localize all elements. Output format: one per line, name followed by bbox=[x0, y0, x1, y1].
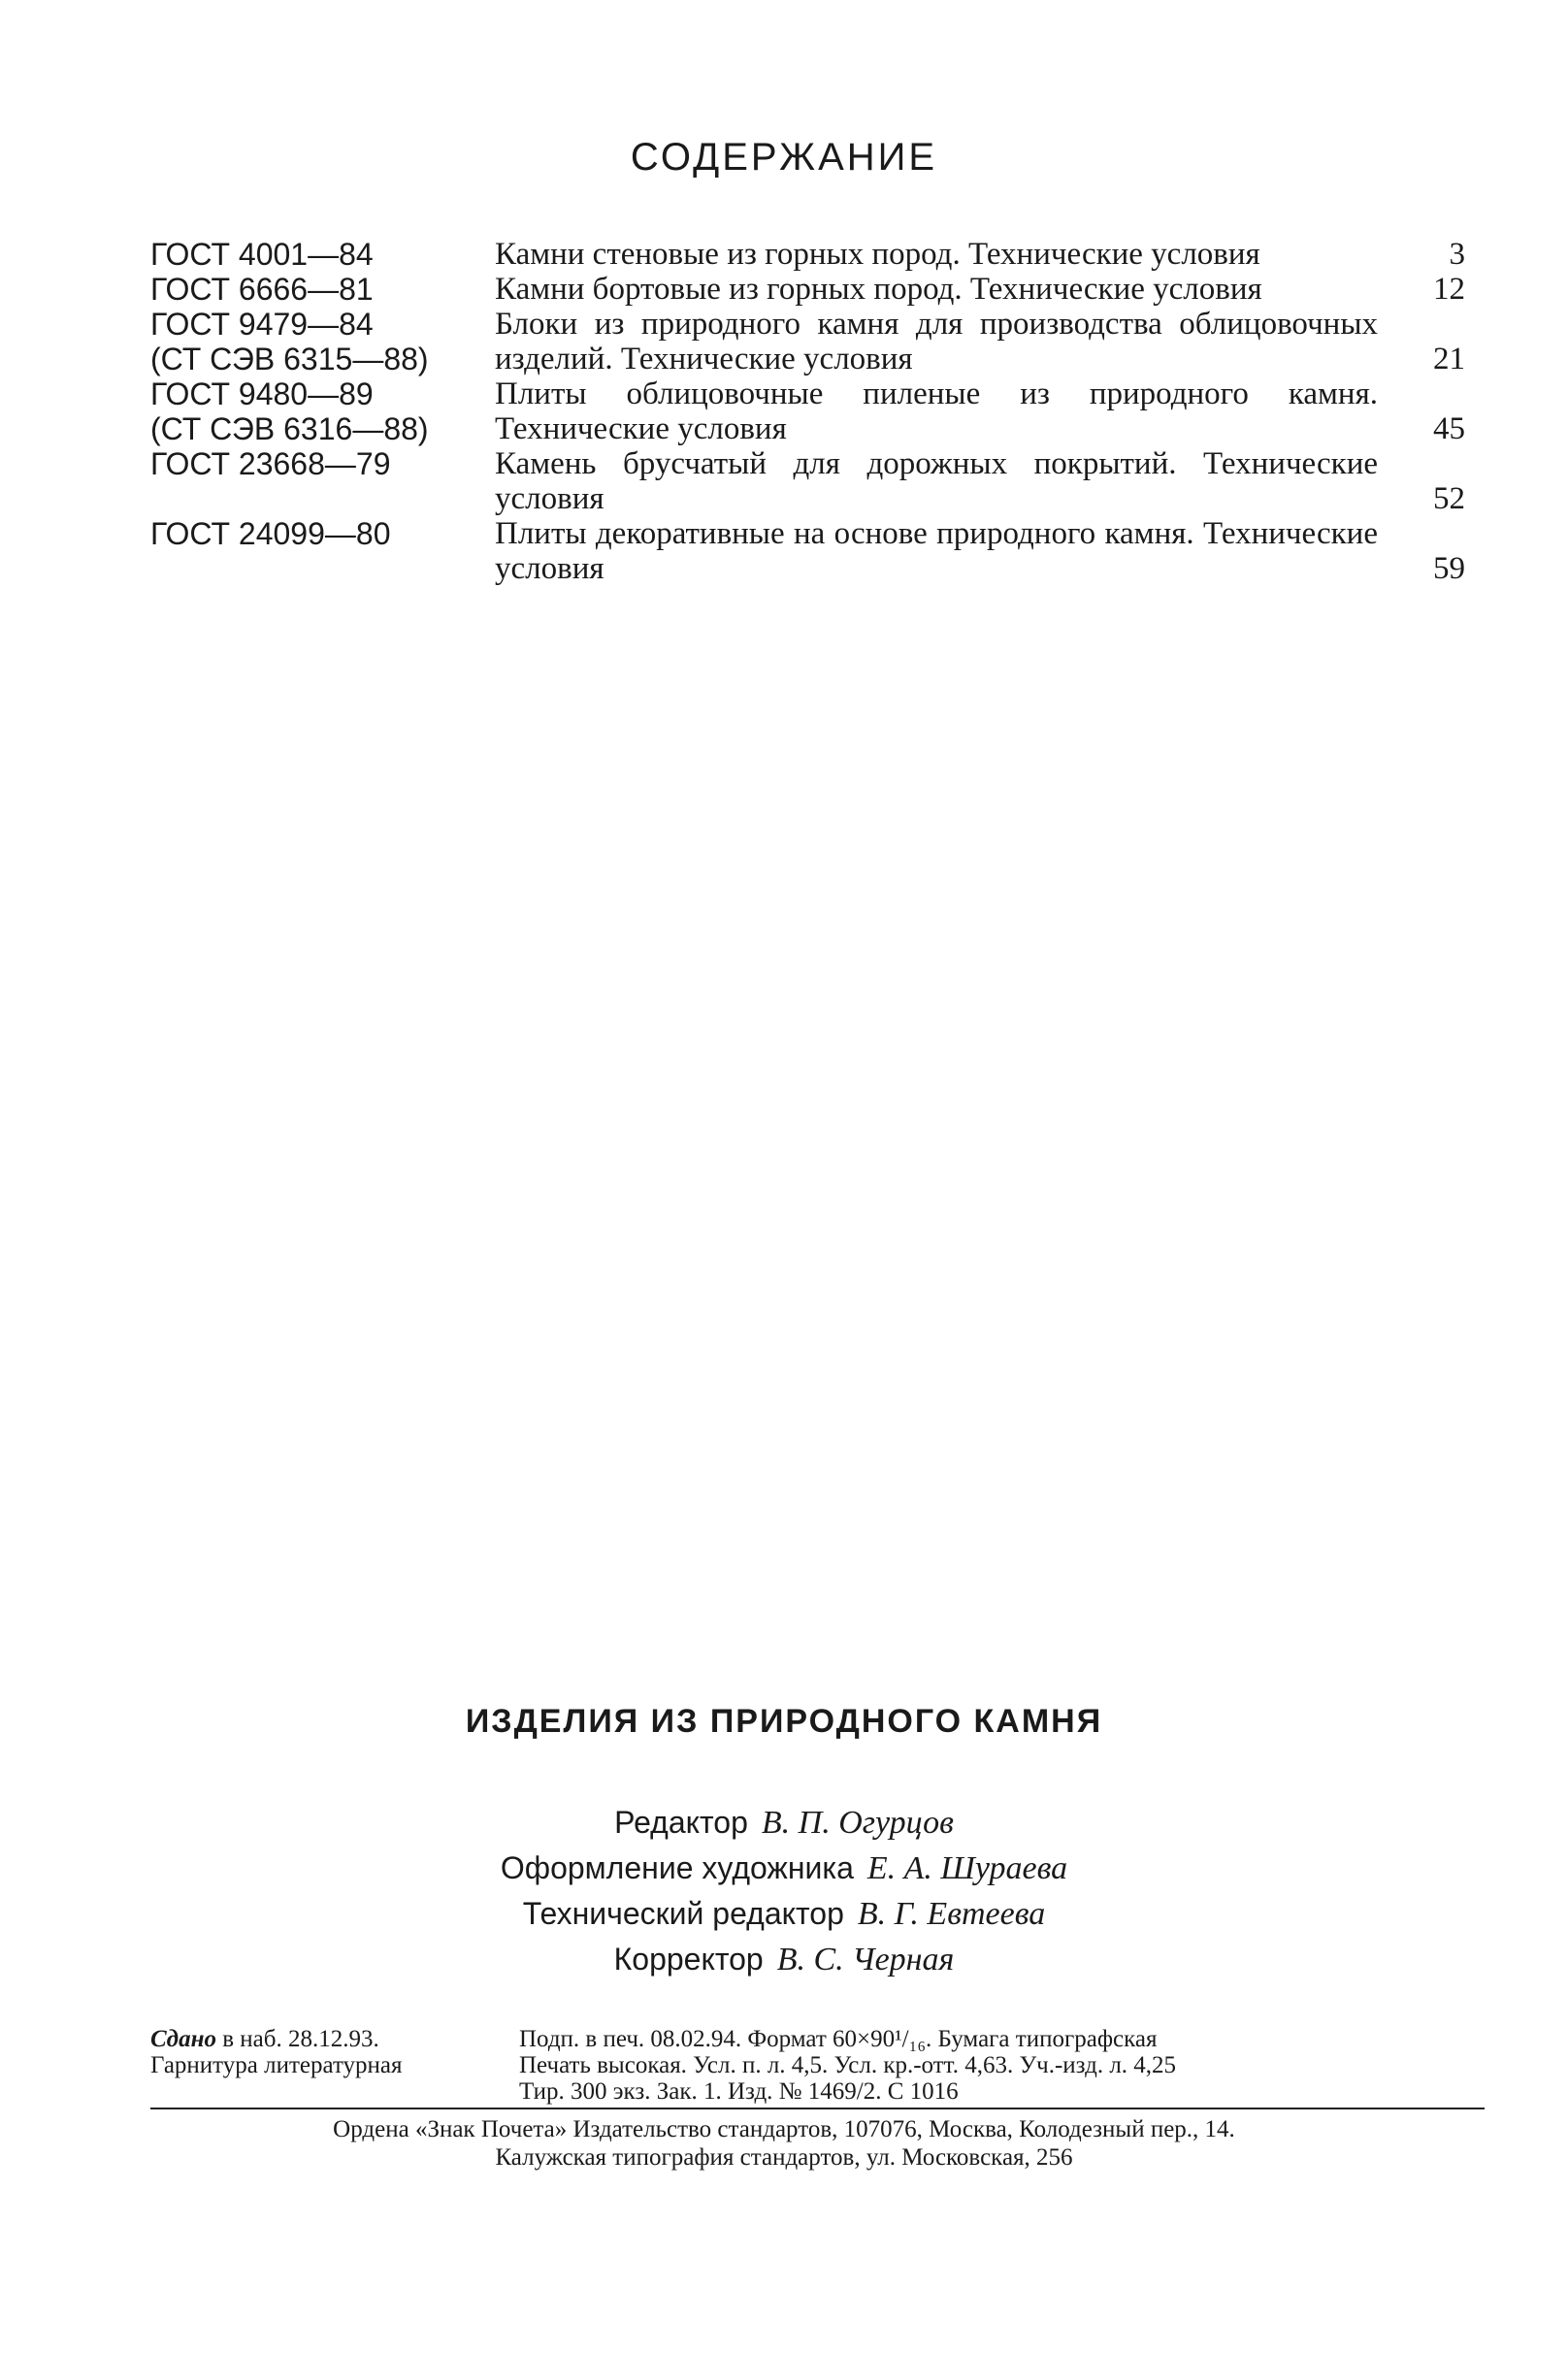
credit-person: В. Г. Евтеева bbox=[857, 1896, 1046, 1932]
standard-code-line: (СТ СЭВ 6315—88) bbox=[150, 342, 429, 376]
imprint-details: Тир. 300 экз. Зак. 1. Изд. № 1469/2. С 1016 bbox=[519, 2078, 959, 2105]
toc-row bbox=[150, 272, 1465, 307]
standard-code bbox=[150, 272, 495, 307]
printer-line: Калужская типография стандартов, ул. Московская, 256 bbox=[495, 2144, 1073, 2171]
table-of-contents bbox=[150, 237, 1465, 586]
credit-role: Технический редактор bbox=[522, 1896, 844, 1931]
imprint-spacer bbox=[150, 2078, 519, 2105]
credit-line bbox=[0, 1846, 1568, 1891]
standard-code-line: ГОСТ 6666—81 bbox=[150, 272, 374, 307]
standard-title: Камень брусчатый для дорожных покрытий. Технические условия bbox=[495, 446, 1378, 516]
imprint-submitted-label: Сдано bbox=[150, 2026, 216, 2052]
publisher-info bbox=[0, 2115, 1568, 2172]
credit-line bbox=[0, 1937, 1568, 1982]
standard-code-line: ГОСТ 24099—80 bbox=[150, 516, 391, 551]
standard-title: Плиты декоративные на основе природного камня. Технические условия bbox=[495, 516, 1378, 586]
credits-block bbox=[0, 1800, 1568, 1982]
contents-heading: СОДЕРЖАНИЕ bbox=[630, 136, 938, 179]
standard-code bbox=[150, 446, 495, 481]
credit-role: Корректор bbox=[613, 1942, 764, 1977]
imprint-block bbox=[150, 2026, 1480, 2105]
standard-title: Плиты облицовочные пиленые из природного камня. Технические условия bbox=[495, 376, 1378, 446]
credit-role: Редактор bbox=[614, 1805, 748, 1840]
page-number: 21 bbox=[1433, 342, 1465, 376]
page-number: 59 bbox=[1433, 551, 1465, 586]
standard-code-line: ГОСТ 4001—84 bbox=[150, 237, 374, 272]
standard-code bbox=[150, 516, 495, 551]
credit-person: Е. А. Шураева bbox=[866, 1850, 1068, 1886]
standard-code-line: ГОСТ 9479—84 bbox=[150, 307, 374, 342]
page-number: 52 bbox=[1433, 481, 1465, 516]
credit-person: В. С. Черная bbox=[776, 1942, 955, 1977]
credit-role: Оформление художника bbox=[500, 1850, 854, 1885]
divider-line bbox=[150, 2108, 1485, 2109]
standard-code bbox=[150, 307, 495, 376]
standard-title: Камни стеновые из горных пород. Технические условия bbox=[495, 237, 1260, 272]
page-number: 3 bbox=[1449, 237, 1465, 272]
book-title: ИЗДЕЛИЯ ИЗ ПРИРОДНОГО КАМНЯ bbox=[465, 1703, 1103, 1740]
standard-code-line: (СТ СЭВ 6316—88) bbox=[150, 411, 429, 446]
credit-line bbox=[0, 1800, 1568, 1846]
imprint-row bbox=[150, 2078, 1480, 2105]
toc-row bbox=[150, 237, 1465, 272]
imprint-row bbox=[150, 2026, 1480, 2052]
imprint-details: Подп. в печ. 08.02.94. Формат 60×90¹/₁₆. Бумага типографская bbox=[519, 2026, 1158, 2052]
imprint-details: Печать высокая. Усл. п. л. 4,5. Усл. кр.-отт. 4,63. Уч.-изд. л. 4,25 bbox=[519, 2052, 1177, 2078]
standard-code bbox=[150, 376, 495, 446]
standard-title: Блоки из природного камня для производства облицовочных изделий. Технические условия bbox=[495, 307, 1378, 376]
publisher-line: Ордена «Знак Почета» Издательство стандартов, 107076, Москва, Колодезный пер., 14. bbox=[333, 2116, 1235, 2142]
standard-title: Камни бортовые из горных пород. Технические условия bbox=[495, 272, 1262, 307]
standard-code-line: ГОСТ 9480—89 bbox=[150, 376, 374, 411]
standard-code-line: ГОСТ 23668—79 bbox=[150, 446, 391, 481]
page-number: 45 bbox=[1433, 411, 1465, 446]
credit-person: В. П. Огурцов bbox=[761, 1805, 954, 1841]
imprint-submitted-date: в наб. 28.12.93. bbox=[215, 2026, 379, 2052]
page-number: 12 bbox=[1433, 272, 1465, 307]
toc-row bbox=[150, 516, 1465, 586]
imprint-row bbox=[150, 2052, 1480, 2078]
imprint-typeface: Гарнитура литературная bbox=[150, 2052, 403, 2078]
imprint-lead bbox=[150, 2026, 519, 2052]
standard-code bbox=[150, 237, 495, 272]
toc-row bbox=[150, 446, 1465, 516]
credit-line bbox=[0, 1891, 1568, 1937]
toc-row bbox=[150, 376, 1465, 446]
toc-row bbox=[150, 307, 1465, 376]
